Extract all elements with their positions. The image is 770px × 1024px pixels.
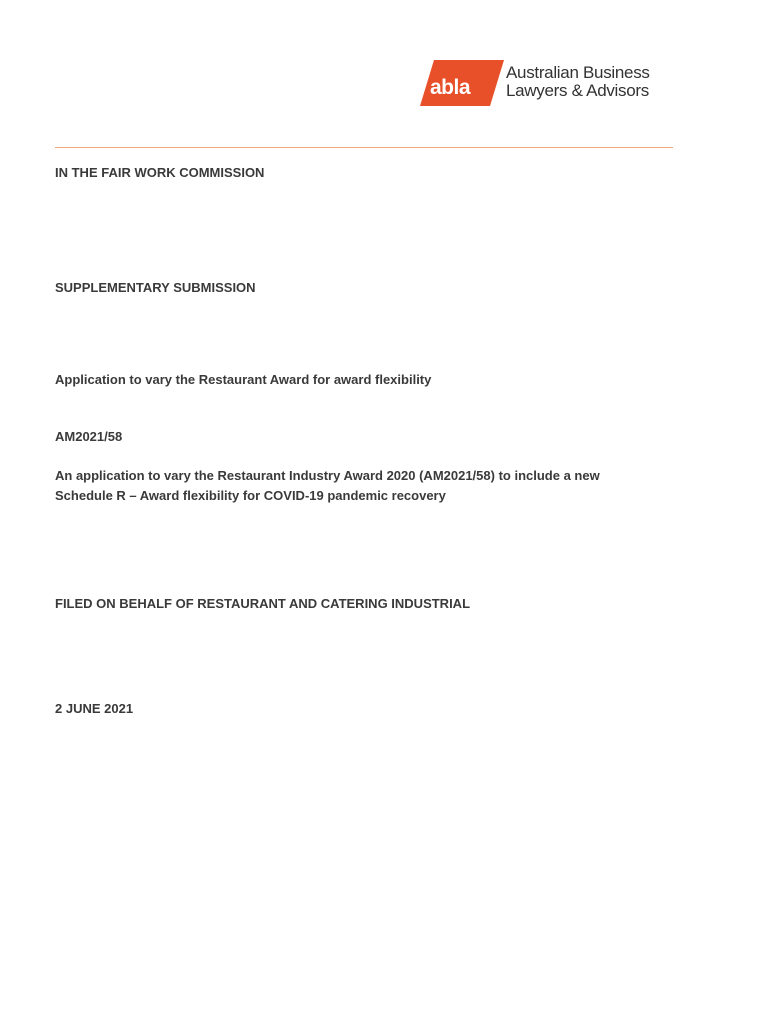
matter-description-line-2: Schedule R – Award flexibility for COVID-19 pandemic recovery xyxy=(55,488,446,503)
matter-description-line-1: An application to vary the Restaurant Industry Award 2020 (AM2021/58) to include a new xyxy=(55,468,600,483)
submission-type-heading: SUPPLEMENTARY SUBMISSION xyxy=(55,280,256,295)
abla-logo xyxy=(420,60,680,108)
logo-name-line-2: Lawyers & Advisors xyxy=(506,81,649,100)
matter-description xyxy=(55,466,675,506)
filed-on-behalf: FILED ON BEHALF OF RESTAURANT AND CATERING INDUSTRIAL xyxy=(55,596,471,611)
matter-title: Application to vary the Restaurant Award for award flexibility xyxy=(55,372,432,387)
court-heading: IN THE FAIR WORK COMMISSION xyxy=(55,165,265,180)
abla-logo-mark xyxy=(420,60,506,106)
matter-number: AM2021/58 xyxy=(55,429,123,444)
header-divider xyxy=(55,147,673,148)
logo-name-line-1: Australian Business xyxy=(506,63,650,82)
filing-date: 2 JUNE 2021 xyxy=(55,701,134,716)
logo-company-name xyxy=(506,64,650,100)
logo-mark-text: abla xyxy=(430,76,471,99)
